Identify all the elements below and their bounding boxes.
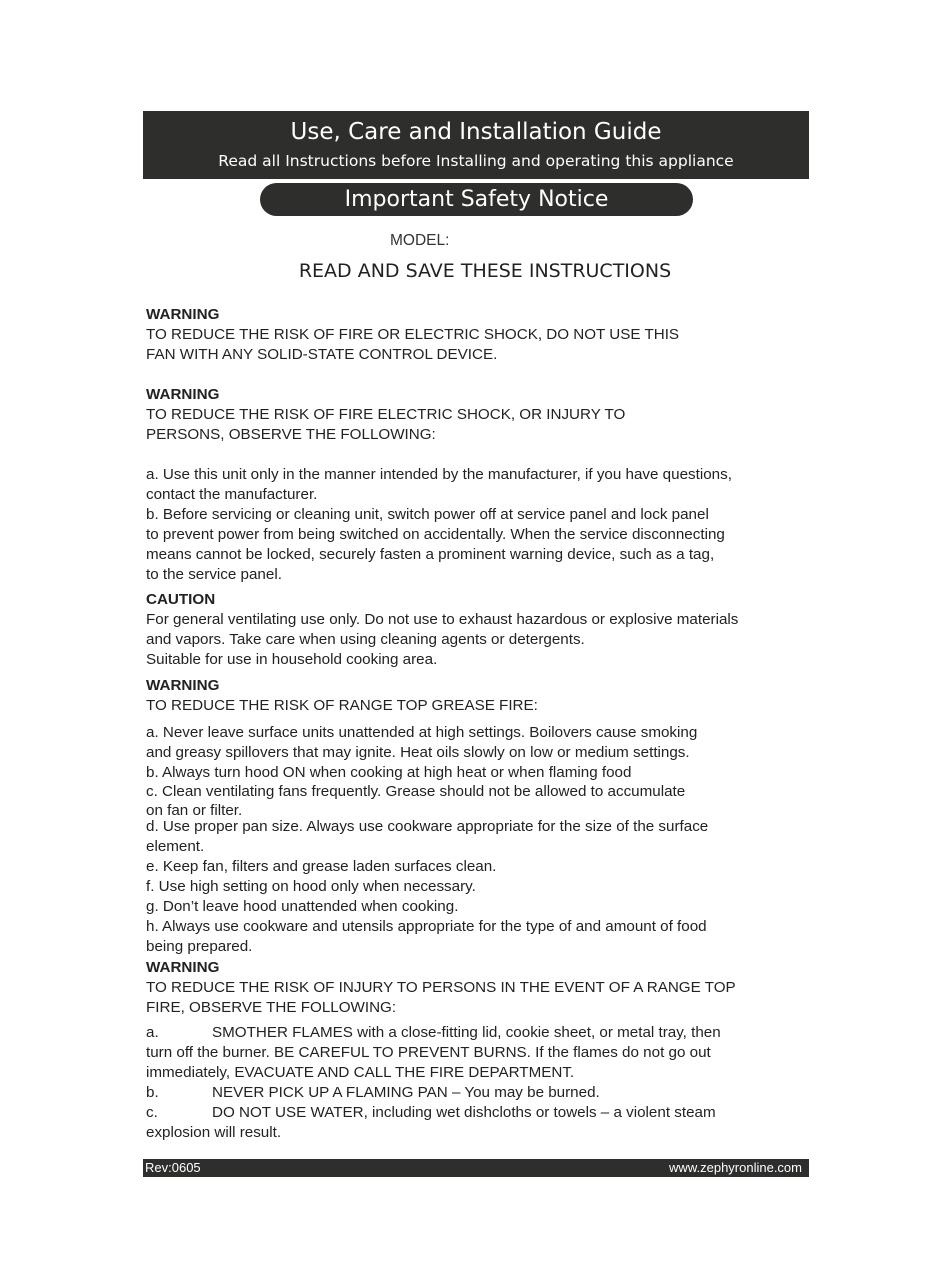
instruction-line [146,650,437,670]
section-heading [146,958,219,978]
instruction-line [146,978,736,998]
guide-title: Use, Care and Installation Guide [290,119,662,145]
line-text: NEVER PICK UP A FLAMING PAN – You may be burned. [212,1084,600,1101]
instruction-line [146,998,396,1018]
line-text: WARNING [146,306,220,323]
instruction-line [146,817,708,837]
line-text: a. Use this unit only in the manner intended by the manufacturer, if you have questions, [146,466,732,483]
safety-notice-banner: Important Safety Notice [260,183,693,216]
line-text: DO NOT USE WATER, including wet dishcloths or towels – a violent steam [212,1104,716,1121]
instruction-line [146,782,685,802]
instruction-line [146,763,631,783]
instruction-line [146,465,732,485]
line-text: FIRE, OBSERVE THE FOLLOWING: [146,999,397,1016]
line-text: d. Use proper pan size. Always use cookware appropriate for the size of the surface [146,818,709,835]
section-heading [146,590,215,610]
line-text: PERSONS, OBSERVE THE FOLLOWING: [146,426,436,443]
instruction-line [146,1043,711,1063]
section-heading [146,385,219,405]
line-text: explosion will result. [146,1124,282,1141]
line-text: WARNING [146,959,220,976]
line-text: For general ventilating use only. Do not use to exhaust hazardous or explosive materials [146,611,739,628]
line-text: being prepared. [146,938,253,955]
line-text: immediately, EVACUATE AND CALL THE FIRE DEPARTMENT. [146,1064,575,1081]
model-label: MODEL: [390,232,450,249]
instruction-line [146,877,476,897]
line-text: Suitable for use in household cooking area. [146,651,438,668]
line-text: on fan or filter. [146,802,243,819]
instruction-line [146,917,707,937]
line-text: TO REDUCE THE RISK OF INJURY TO PERSONS IN THE EVENT OF A RANGE TOP [146,979,736,996]
line-text: TO REDUCE THE RISK OF RANGE TOP GREASE FIRE: [146,697,538,714]
list-marker: a. [146,1024,159,1041]
section-heading [146,305,219,325]
line-text: to the service panel. [146,566,282,583]
list-marker: c. [146,1104,158,1121]
line-text: b. Before servicing or cleaning unit, switch power off at service panel and lock panel [146,506,709,523]
line-text: element. [146,838,205,855]
instruction-line [146,630,585,650]
line-text: WARNING [146,386,220,403]
line-text: c. Clean ventilating fans frequently. Grease should not be allowed to accumulate [146,783,686,800]
footer-band [143,1159,809,1177]
line-text: SMOTHER FLAMES with a close-fitting lid, cookie sheet, or metal tray, then [212,1024,721,1041]
guide-subtitle: Read all Instructions before Installing and operating this appliance [218,152,734,170]
instruction-line [146,405,625,425]
instruction-line [146,325,679,345]
instruction-line [146,1083,600,1103]
line-text: CAUTION [146,591,216,608]
line-text: and greasy spillovers that may ignite. Heat oils slowly on low or medium settings. [146,744,690,761]
line-text: e. Keep fan, filters and grease laden surfaces clean. [146,858,497,875]
line-text: h. Always use cookware and utensils appropriate for the type of and amount of food [146,918,707,935]
instruction-line [146,743,690,763]
list-marker: b. [146,1084,159,1101]
line-text: and vapors. Take care when using cleaning agents or detergents. [146,631,585,648]
instruction-line [146,425,436,445]
line-text: TO REDUCE THE RISK OF FIRE ELECTRIC SHOCK, OR INJURY TO [146,406,626,423]
instruction-line [146,1023,721,1043]
instruction-line [146,345,497,365]
instruction-line [146,937,252,957]
instruction-line [146,485,317,505]
line-text: means cannot be locked, securely fasten a prominent warning device, such as a tag, [146,546,715,563]
line-text: contact the manufacturer. [146,486,318,503]
line-text: TO REDUCE THE RISK OF FIRE OR ELECTRIC SHOCK, DO NOT USE THIS [146,326,680,343]
line-text: to prevent power from being switched on accidentally. When the service disconnecting [146,526,725,543]
instruction-line [146,1063,574,1083]
instruction-line [146,837,204,857]
section-heading [146,676,219,696]
instruction-line [146,525,725,545]
line-text: a. Never leave surface units unattended at high settings. Boilovers cause smoking [146,724,698,741]
header-band [143,111,809,179]
revision-label: Rev:0605 [145,1160,201,1175]
line-text: b. Always turn hood ON when cooking at high heat or when flaming food [146,764,632,781]
instruction-line [146,565,282,585]
instruction-line [146,723,697,743]
instruction-line [146,505,709,525]
instruction-line [146,857,496,877]
line-text: f. Use high setting on hood only when necessary. [146,878,476,895]
read-save-heading: READ AND SAVE THESE INSTRUCTIONS [298,260,672,282]
line-text: WARNING [146,677,220,694]
instruction-line [146,696,538,716]
website-link[interactable]: www.zephyronline.com [669,1160,802,1175]
instruction-line [146,897,458,917]
instruction-line [146,1103,716,1123]
line-text: turn off the burner. BE CAREFUL TO PREVENT BURNS. If the flames do not go out [146,1044,711,1061]
line-text: FAN WITH ANY SOLID-STATE CONTROL DEVICE. [146,346,498,363]
instruction-line [146,610,738,630]
instruction-line [146,1123,281,1143]
instruction-line [146,545,714,565]
line-text: g. Don’t leave hood unattended when cooking. [146,898,459,915]
